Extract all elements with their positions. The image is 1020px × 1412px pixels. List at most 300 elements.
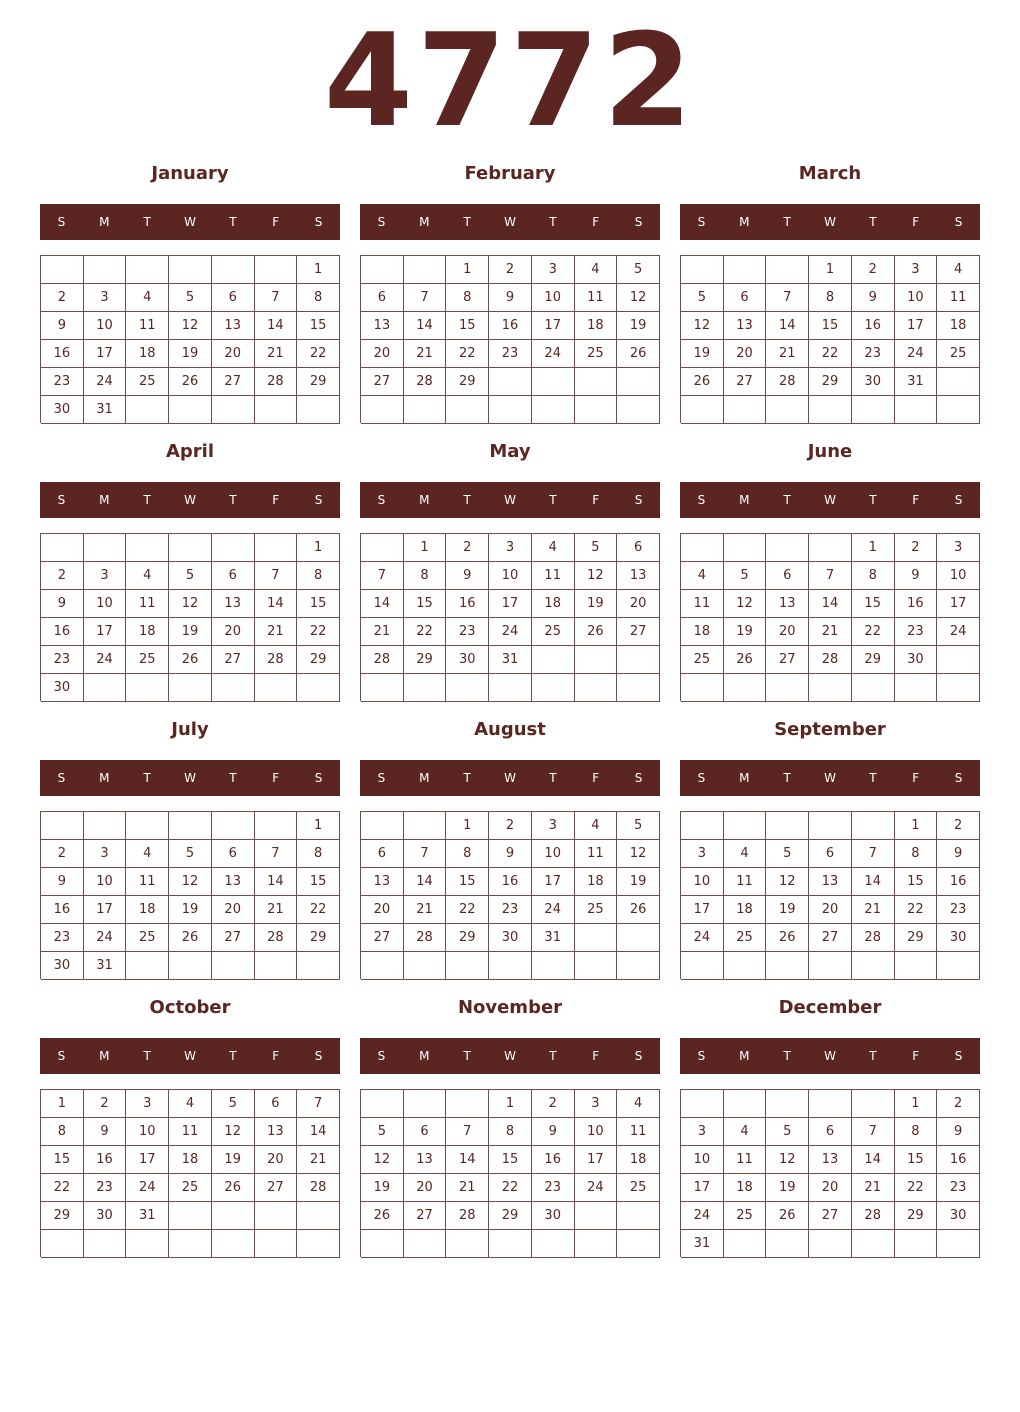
day-cell: 25	[575, 340, 618, 368]
day-cell	[84, 534, 127, 562]
weekday-label: S	[377, 771, 386, 785]
day-cell: 21	[255, 896, 298, 924]
day-cell: 12	[766, 1146, 809, 1174]
day-cell	[617, 396, 660, 424]
day-cell: 15	[446, 312, 489, 340]
weekday-header	[360, 1038, 660, 1074]
day-cell: 6	[724, 284, 767, 312]
day-cell	[446, 952, 489, 980]
day-cell: 25	[169, 1174, 212, 1202]
day-cell: 9	[41, 312, 84, 340]
day-cell: 29	[446, 924, 489, 952]
day-cell	[361, 1230, 404, 1258]
day-cell: 1	[489, 1090, 532, 1118]
day-cell: 12	[617, 284, 660, 312]
day-cell: 9	[446, 562, 489, 590]
day-cell: 4	[617, 1090, 660, 1118]
weekday-label: S	[697, 1049, 706, 1063]
day-cell	[852, 952, 895, 980]
day-cell: 30	[937, 924, 980, 952]
day-cell	[766, 1090, 809, 1118]
day-cell: 28	[297, 1174, 340, 1202]
day-cell: 22	[404, 618, 447, 646]
day-cell	[404, 256, 447, 284]
day-cell: 15	[41, 1146, 84, 1174]
day-cell: 15	[489, 1146, 532, 1174]
day-cell	[809, 952, 852, 980]
day-cell: 22	[895, 1174, 938, 1202]
day-cell	[532, 396, 575, 424]
day-cell: 16	[446, 590, 489, 618]
month-name: July	[171, 719, 209, 740]
day-cell	[212, 812, 255, 840]
day-cell: 30	[895, 646, 938, 674]
day-cell: 13	[212, 590, 255, 618]
weekday-label: M	[99, 771, 110, 785]
day-cell: 13	[724, 312, 767, 340]
day-cell: 12	[169, 590, 212, 618]
day-grid	[40, 811, 340, 979]
day-cell: 8	[852, 562, 895, 590]
day-cell: 23	[937, 1174, 980, 1202]
day-cell	[575, 646, 618, 674]
day-cell: 3	[84, 562, 127, 590]
day-cell	[575, 396, 618, 424]
day-cell	[297, 952, 340, 980]
day-cell	[84, 1230, 127, 1258]
weekday-label: W	[824, 493, 836, 507]
day-cell: 9	[937, 1118, 980, 1146]
month-name: November	[457, 997, 563, 1018]
day-cell: 30	[84, 1202, 127, 1230]
day-grid	[40, 533, 340, 701]
day-cell: 7	[766, 284, 809, 312]
day-cell: 24	[937, 618, 980, 646]
day-cell: 22	[895, 896, 938, 924]
weekday-label: F	[912, 215, 920, 229]
day-grid	[680, 533, 980, 701]
weekday-label: T	[549, 493, 557, 507]
day-cell: 5	[169, 562, 212, 590]
day-cell: 18	[575, 312, 618, 340]
day-cell: 5	[169, 840, 212, 868]
day-cell	[361, 1090, 404, 1118]
day-cell	[575, 952, 618, 980]
day-cell: 26	[169, 646, 212, 674]
day-cell: 27	[361, 368, 404, 396]
day-cell: 17	[575, 1146, 618, 1174]
day-cell: 20	[361, 896, 404, 924]
day-cell: 22	[489, 1174, 532, 1202]
day-cell: 28	[809, 646, 852, 674]
day-cell: 21	[255, 618, 298, 646]
day-cell: 8	[809, 284, 852, 312]
day-cell	[404, 812, 447, 840]
day-cell: 22	[809, 340, 852, 368]
day-cell: 2	[446, 534, 489, 562]
weekday-label: S	[314, 771, 323, 785]
day-cell: 26	[169, 368, 212, 396]
weekday-label: M	[739, 771, 750, 785]
day-cell: 29	[297, 368, 340, 396]
day-cell: 15	[297, 868, 340, 896]
day-cell: 19	[169, 618, 212, 646]
month-name: April	[165, 441, 215, 462]
weekday-label: S	[314, 215, 323, 229]
day-cell	[41, 812, 84, 840]
weekday-label: T	[463, 493, 471, 507]
day-cell	[169, 534, 212, 562]
day-cell	[126, 674, 169, 702]
day-cell: 2	[41, 284, 84, 312]
day-cell: 24	[532, 896, 575, 924]
day-cell: 4	[126, 284, 169, 312]
day-cell	[126, 256, 169, 284]
weekday-label: F	[912, 771, 920, 785]
day-cell: 18	[126, 618, 169, 646]
day-cell: 4	[724, 1118, 767, 1146]
day-cell: 5	[169, 284, 212, 312]
day-cell	[297, 674, 340, 702]
day-grid	[680, 811, 980, 979]
day-cell	[361, 256, 404, 284]
day-cell: 29	[446, 368, 489, 396]
weekday-label: F	[912, 1049, 920, 1063]
day-cell: 11	[126, 868, 169, 896]
weekday-label: M	[99, 493, 110, 507]
day-cell: 19	[766, 1174, 809, 1202]
day-cell	[212, 952, 255, 980]
day-cell: 3	[575, 1090, 618, 1118]
day-cell	[617, 674, 660, 702]
day-cell	[575, 1230, 618, 1258]
weekday-label: S	[57, 1049, 66, 1063]
day-cell: 10	[489, 562, 532, 590]
day-cell	[212, 396, 255, 424]
weekday-label: T	[869, 215, 877, 229]
day-cell: 5	[617, 812, 660, 840]
day-cell: 7	[255, 840, 298, 868]
day-cell: 9	[41, 590, 84, 618]
weekday-label: F	[592, 1049, 600, 1063]
day-cell: 13	[361, 312, 404, 340]
weekday-label: S	[697, 771, 706, 785]
day-cell: 30	[41, 674, 84, 702]
day-cell: 10	[937, 562, 980, 590]
day-cell	[212, 674, 255, 702]
day-cell: 10	[532, 840, 575, 868]
day-cell	[446, 396, 489, 424]
day-cell: 13	[809, 868, 852, 896]
day-cell: 28	[852, 924, 895, 952]
day-cell: 31	[532, 924, 575, 952]
day-cell	[404, 396, 447, 424]
day-cell: 28	[255, 646, 298, 674]
day-cell: 7	[809, 562, 852, 590]
day-cell: 11	[126, 312, 169, 340]
day-cell: 11	[575, 840, 618, 868]
day-cell: 18	[937, 312, 980, 340]
day-cell: 14	[852, 868, 895, 896]
day-cell: 15	[895, 1146, 938, 1174]
day-cell: 8	[895, 1118, 938, 1146]
day-cell: 29	[809, 368, 852, 396]
day-cell: 21	[852, 896, 895, 924]
day-cell: 31	[84, 952, 127, 980]
day-cell: 2	[532, 1090, 575, 1118]
day-cell: 17	[681, 896, 724, 924]
weekday-label: T	[549, 1049, 557, 1063]
weekday-header	[360, 760, 660, 796]
day-cell: 26	[361, 1202, 404, 1230]
day-grid	[360, 255, 660, 423]
day-cell: 18	[617, 1146, 660, 1174]
day-cell: 14	[852, 1146, 895, 1174]
day-cell	[766, 952, 809, 980]
month-name: February	[464, 163, 556, 184]
day-cell: 5	[212, 1090, 255, 1118]
day-cell: 3	[84, 840, 127, 868]
weekday-label: M	[739, 493, 750, 507]
day-cell: 12	[766, 868, 809, 896]
day-cell	[575, 924, 618, 952]
day-cell	[681, 812, 724, 840]
weekday-label: T	[229, 1049, 237, 1063]
day-cell: 6	[404, 1118, 447, 1146]
day-cell: 22	[297, 896, 340, 924]
day-cell: 27	[212, 646, 255, 674]
day-cell: 28	[446, 1202, 489, 1230]
day-cell: 10	[681, 1146, 724, 1174]
day-cell: 27	[617, 618, 660, 646]
day-cell: 4	[126, 562, 169, 590]
weekday-label: S	[954, 1049, 963, 1063]
day-cell: 15	[446, 868, 489, 896]
day-cell: 28	[361, 646, 404, 674]
day-cell: 12	[361, 1146, 404, 1174]
weekday-header	[360, 204, 660, 240]
day-cell: 26	[766, 924, 809, 952]
day-cell: 1	[404, 534, 447, 562]
day-cell: 26	[617, 340, 660, 368]
day-cell: 20	[724, 340, 767, 368]
day-cell: 24	[895, 340, 938, 368]
day-cell: 4	[937, 256, 980, 284]
day-cell	[41, 256, 84, 284]
day-cell	[126, 396, 169, 424]
weekday-label: S	[57, 493, 66, 507]
month-name: June	[807, 441, 853, 462]
day-cell: 8	[489, 1118, 532, 1146]
day-cell: 25	[532, 618, 575, 646]
day-cell	[852, 812, 895, 840]
weekday-label: S	[954, 771, 963, 785]
weekday-label: T	[783, 771, 791, 785]
day-cell	[255, 534, 298, 562]
day-cell	[404, 952, 447, 980]
weekday-header	[40, 482, 340, 518]
weekday-label: T	[549, 771, 557, 785]
day-cell: 11	[126, 590, 169, 618]
day-cell: 29	[895, 1202, 938, 1230]
day-cell: 22	[446, 896, 489, 924]
day-cell: 19	[212, 1146, 255, 1174]
day-cell: 17	[532, 312, 575, 340]
day-cell: 18	[681, 618, 724, 646]
weekday-label: M	[419, 1049, 430, 1063]
day-cell	[489, 674, 532, 702]
day-cell: 5	[361, 1118, 404, 1146]
day-cell	[489, 396, 532, 424]
day-cell	[895, 1230, 938, 1258]
day-cell: 19	[724, 618, 767, 646]
weekday-label: M	[99, 215, 110, 229]
day-cell	[681, 1090, 724, 1118]
day-cell: 14	[404, 312, 447, 340]
day-cell	[255, 812, 298, 840]
day-cell: 5	[724, 562, 767, 590]
weekday-label: T	[143, 493, 151, 507]
day-cell: 17	[489, 590, 532, 618]
day-cell	[681, 534, 724, 562]
day-cell: 23	[41, 368, 84, 396]
weekday-label: W	[504, 771, 516, 785]
day-cell: 14	[766, 312, 809, 340]
weekday-label: T	[229, 215, 237, 229]
weekday-label: F	[592, 215, 600, 229]
day-cell: 5	[617, 256, 660, 284]
day-cell	[212, 1230, 255, 1258]
day-cell: 22	[852, 618, 895, 646]
day-cell: 16	[41, 896, 84, 924]
day-cell: 28	[766, 368, 809, 396]
day-cell: 1	[895, 812, 938, 840]
weekday-label: W	[824, 215, 836, 229]
day-cell	[937, 952, 980, 980]
day-cell: 7	[404, 284, 447, 312]
day-grid	[40, 255, 340, 423]
day-cell: 15	[852, 590, 895, 618]
day-cell	[724, 396, 767, 424]
day-cell	[532, 674, 575, 702]
weekday-label: W	[824, 1049, 836, 1063]
day-cell	[297, 396, 340, 424]
day-cell: 16	[937, 868, 980, 896]
day-cell: 2	[489, 256, 532, 284]
day-cell: 2	[937, 1090, 980, 1118]
day-cell: 18	[724, 896, 767, 924]
weekday-label: W	[504, 1049, 516, 1063]
weekday-label: S	[377, 215, 386, 229]
day-cell	[84, 256, 127, 284]
day-cell: 20	[766, 618, 809, 646]
month-name: October	[149, 997, 231, 1018]
weekday-label: S	[634, 493, 643, 507]
day-cell: 25	[126, 368, 169, 396]
day-cell	[724, 812, 767, 840]
weekday-label: F	[272, 1049, 280, 1063]
day-cell: 17	[895, 312, 938, 340]
day-cell: 10	[681, 868, 724, 896]
weekday-header	[40, 760, 340, 796]
weekday-label: S	[377, 493, 386, 507]
day-cell: 16	[852, 312, 895, 340]
day-cell	[895, 674, 938, 702]
weekday-label: T	[463, 1049, 471, 1063]
day-cell: 7	[852, 1118, 895, 1146]
day-cell: 31	[84, 396, 127, 424]
day-cell: 1	[297, 534, 340, 562]
day-cell: 25	[724, 1202, 767, 1230]
day-cell: 24	[681, 924, 724, 952]
day-cell	[937, 674, 980, 702]
day-cell: 8	[895, 840, 938, 868]
day-cell: 3	[532, 812, 575, 840]
day-cell	[681, 256, 724, 284]
day-cell	[617, 1230, 660, 1258]
day-cell: 3	[681, 1118, 724, 1146]
day-cell: 15	[809, 312, 852, 340]
day-cell: 3	[126, 1090, 169, 1118]
day-cell: 24	[489, 618, 532, 646]
day-cell	[809, 396, 852, 424]
day-cell	[169, 256, 212, 284]
day-cell	[895, 396, 938, 424]
day-cell: 4	[169, 1090, 212, 1118]
day-cell: 14	[809, 590, 852, 618]
day-cell	[617, 952, 660, 980]
day-cell: 27	[255, 1174, 298, 1202]
day-cell: 12	[724, 590, 767, 618]
day-cell: 8	[297, 284, 340, 312]
day-cell	[361, 812, 404, 840]
weekday-label: W	[504, 493, 516, 507]
day-cell: 18	[126, 896, 169, 924]
day-cell: 3	[532, 256, 575, 284]
day-cell	[212, 534, 255, 562]
day-cell	[724, 1090, 767, 1118]
day-cell	[532, 646, 575, 674]
day-cell: 25	[681, 646, 724, 674]
day-cell: 18	[724, 1174, 767, 1202]
day-cell: 19	[617, 868, 660, 896]
day-cell	[361, 396, 404, 424]
day-cell: 24	[575, 1174, 618, 1202]
day-cell: 18	[169, 1146, 212, 1174]
day-cell	[724, 534, 767, 562]
day-cell: 7	[852, 840, 895, 868]
day-cell: 13	[255, 1118, 298, 1146]
weekday-label: F	[272, 215, 280, 229]
month-name: May	[489, 441, 531, 462]
day-cell: 2	[41, 562, 84, 590]
day-cell: 11	[681, 590, 724, 618]
day-cell: 15	[297, 312, 340, 340]
day-cell: 16	[489, 312, 532, 340]
day-cell: 18	[532, 590, 575, 618]
day-cell: 10	[84, 590, 127, 618]
day-cell	[809, 1230, 852, 1258]
day-cell	[937, 368, 980, 396]
day-cell: 4	[681, 562, 724, 590]
day-cell: 12	[681, 312, 724, 340]
day-cell: 9	[852, 284, 895, 312]
day-cell: 1	[446, 256, 489, 284]
day-cell	[361, 674, 404, 702]
day-cell: 24	[532, 340, 575, 368]
day-cell: 11	[575, 284, 618, 312]
day-cell: 25	[937, 340, 980, 368]
